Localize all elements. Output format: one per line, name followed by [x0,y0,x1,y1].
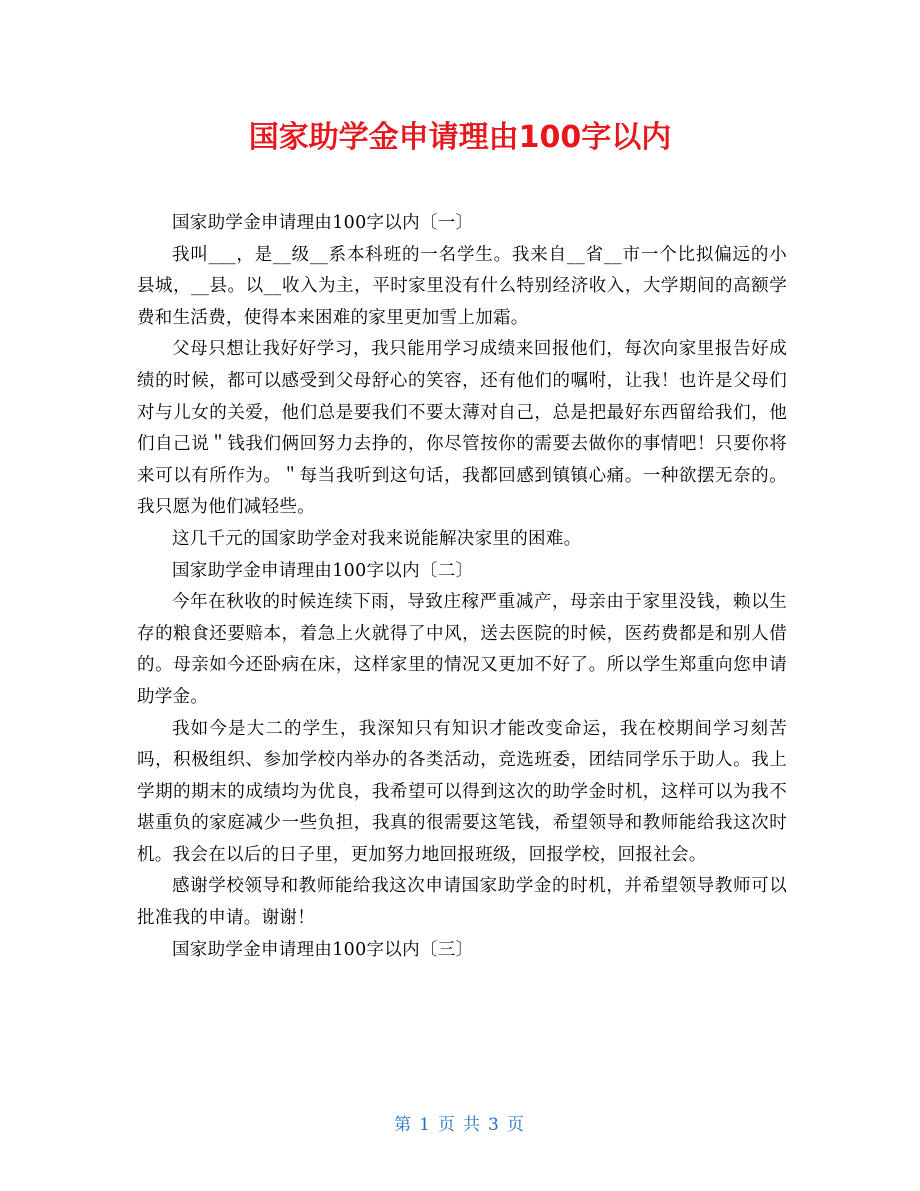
paragraph: 我如今是大二的学生，我深知只有知识才能改变命运，我在校期间学习刻苦吗，积极组织、参加学校内举办的各类活动，竞选班委，团结同学乐于助人。我上学期的期末的成绩均为优良，我希望可以得到这次的助学金时机，这样可以为我不堪重负的家庭减少一些负担，我真的很需要这笔钱，希望领导和教师能给我这次时机。我会在以后的日子里，更加努力地回报班级，回报学校，回报社会。 [137,718,787,865]
current-page-number: 1 [419,1115,432,1135]
paragraph: 父母只想让我好好学习，我只能用学习成绩来回报他们，每次向家里报告好成绩的时候，都可以感受到父母舒心的笑容，还有他们的嘱咐，让我！也许是父母们对与儿女的关爱，他们总是要我们不要太薄对自己，总是把最好东西留给我们，他们自己说＂钱我们俩回努力去挣的，你尽管按你的需要去做你的事情吧！只要你将来可以有所作为。＂每当我听到这句话，我都回感到镇镇心痛。一种欲摆无奈的。我只愿为他们减轻些。 [137,339,787,518]
footer-label-page-unit: 页 [438,1115,457,1135]
footer-label-page: 第 [394,1115,414,1135]
total-pages-number: 3 [488,1115,501,1135]
paragraph: 今年在秋收的时候连续下雨，导致庄稼严重减产，母亲由于家里没钱，赖以生存的粮食还要赔本，着急上火就得了中风，送去医院的时候，医药费都是和别人借的。母亲如今还卧病在床，这样家里的情况又更加不好了。所以学生郑重向您申请助学金。 [137,592,787,707]
section-heading-1: 国家助学金申请理由100字以内〔一〕 [172,213,474,233]
footer-label-total: 共 [463,1115,482,1135]
section-heading-3: 国家助学金申请理由100字以内〔三〕 [172,939,474,960]
section-heading-2: 国家助学金申请理由100字以内〔二〕 [172,560,474,581]
paragraph: 这几千元的国家助学金对我来说能解决家里的困难。 [172,528,582,549]
document-title: 国家助学金申请理由100字以内 [248,120,672,155]
footer-label-total-unit: 页 [506,1115,526,1135]
page-footer [0,1113,920,1137]
paragraph: 感谢学校领导和教师能给我这次申请国家助学金的时机，并希望领导教师可以批准我的申请。谢谢！ [137,876,787,929]
document-body [137,208,787,966]
paragraph: 我叫___，是__级__系本科班的一名学生。我来自__省__市一个比拟偏远的小县城，__县。以__收入为主，平时家里没有什么特别经济收入，大学期间的高额学费和生活费，使得本来困难的家里更加雪上加霜。 [137,244,787,328]
